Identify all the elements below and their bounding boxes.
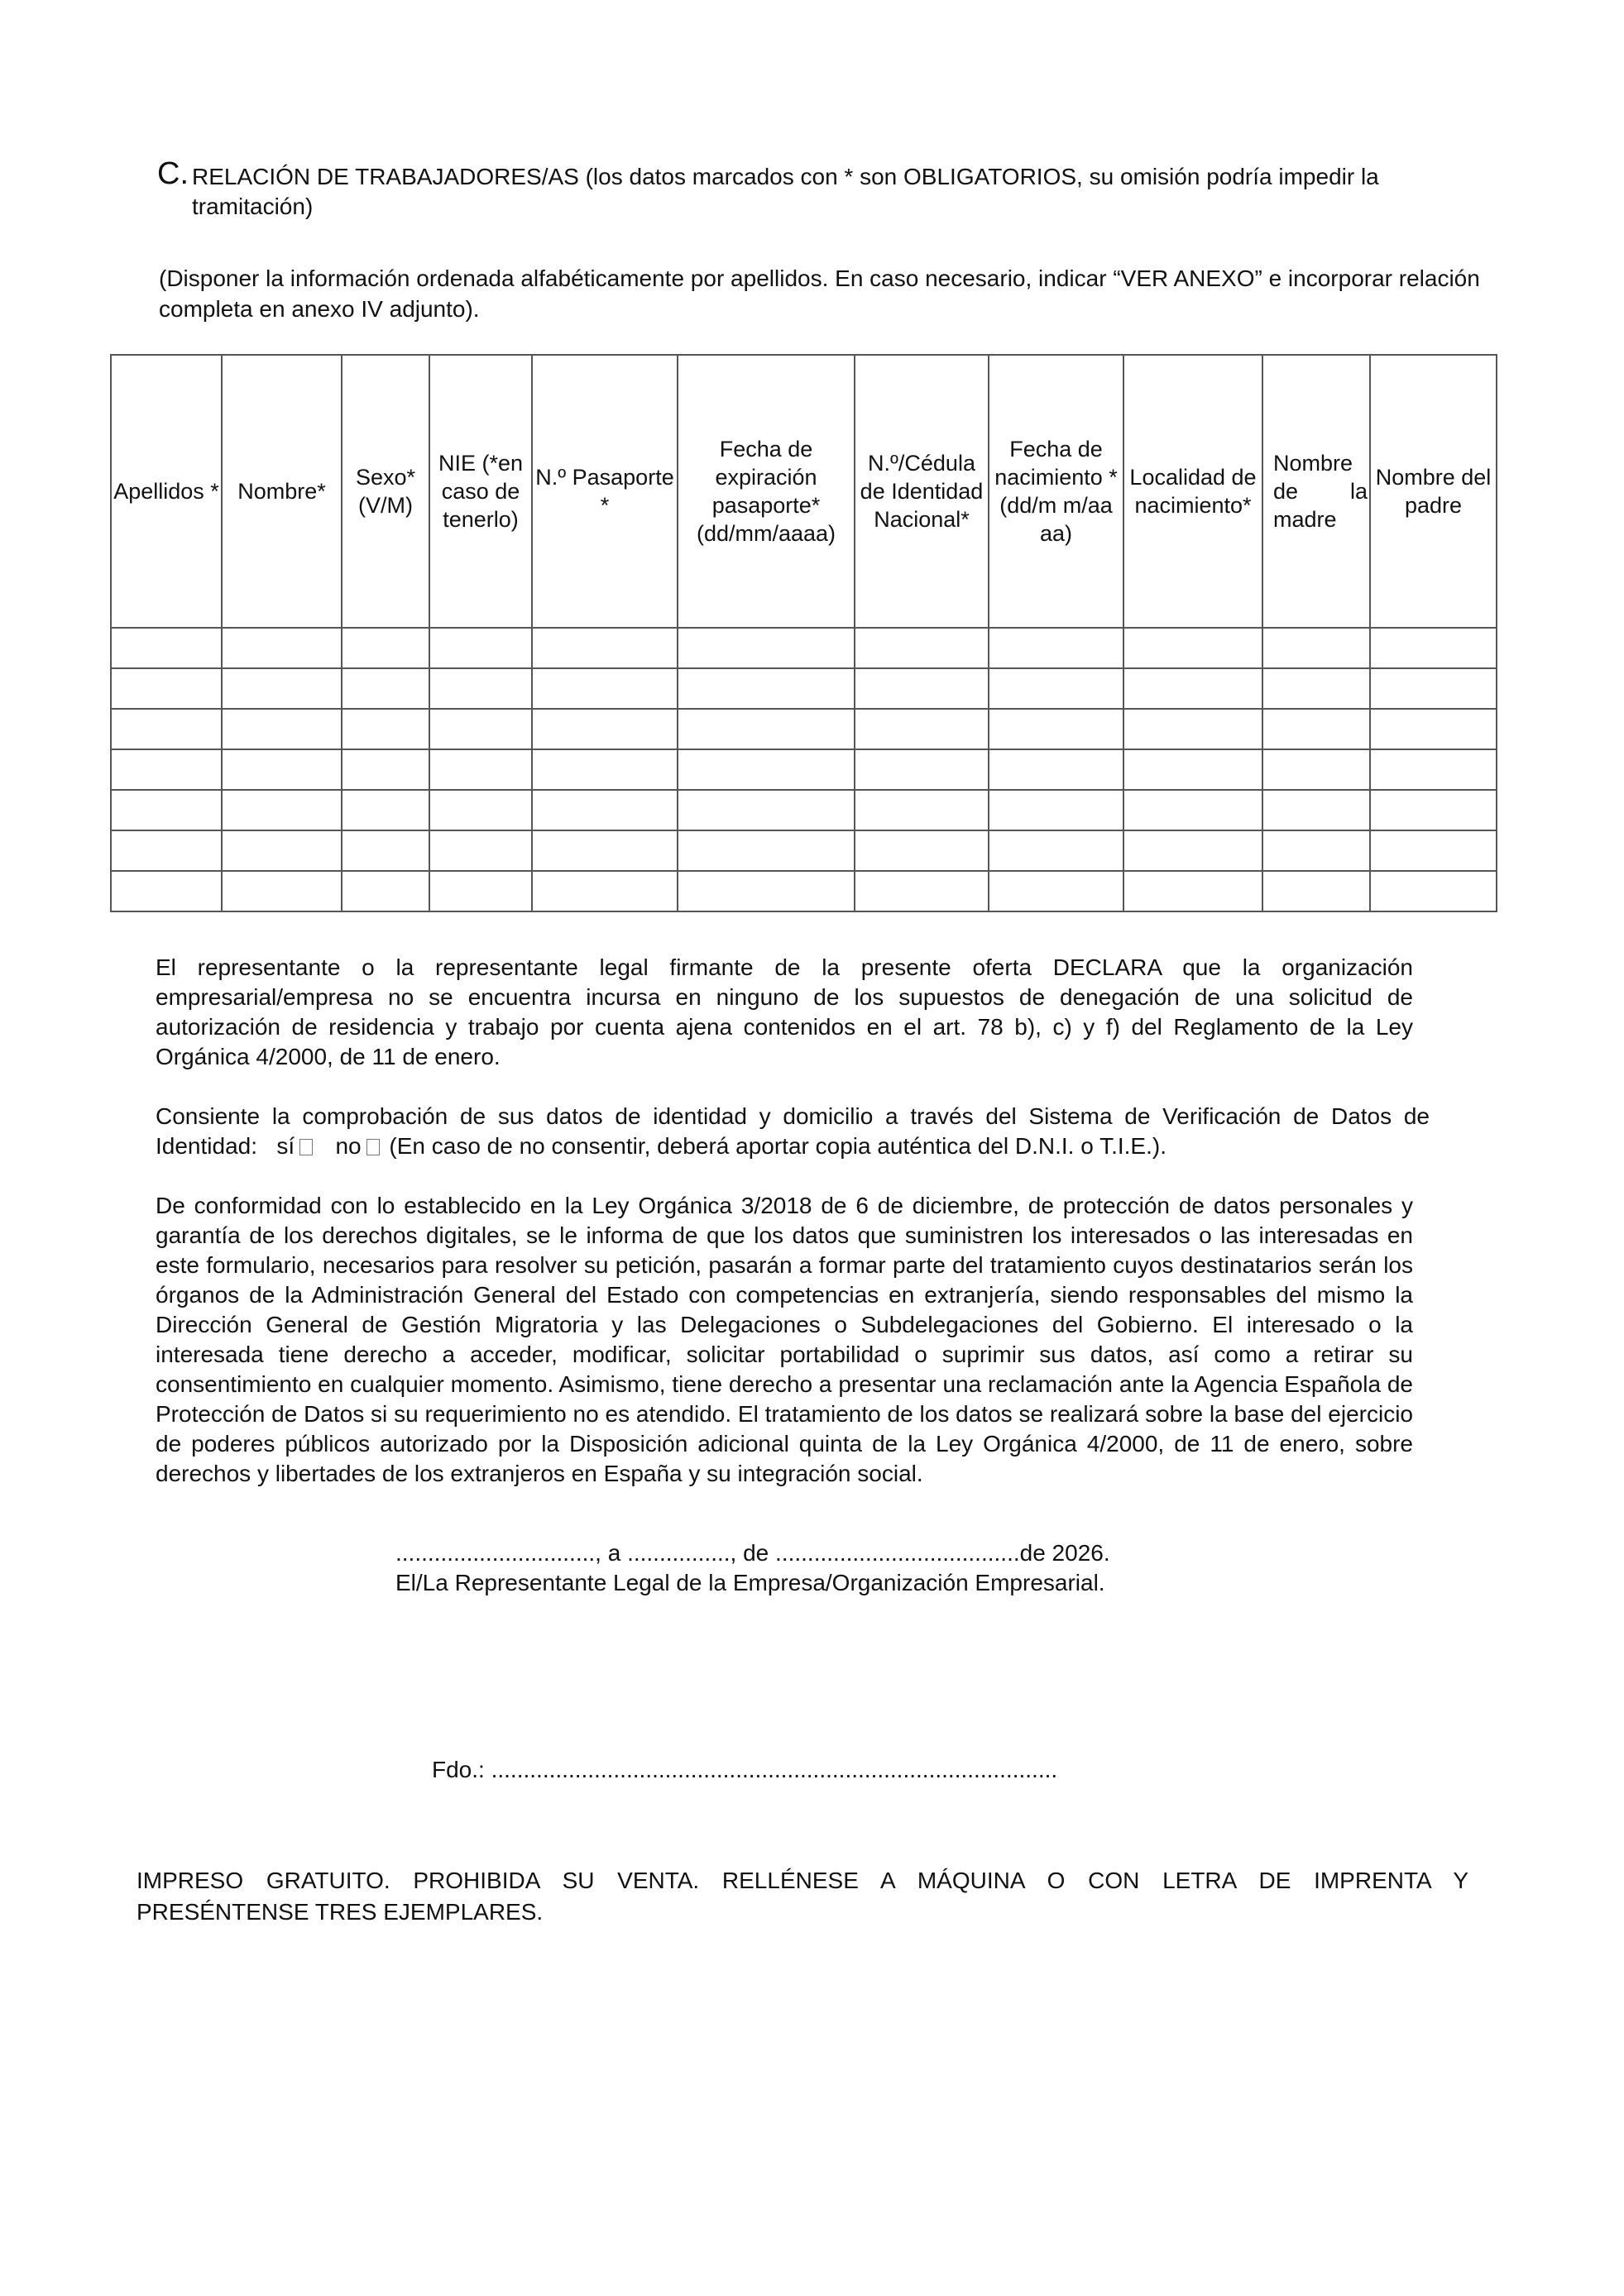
table-cell[interactable] xyxy=(855,668,989,709)
table-cell[interactable] xyxy=(222,668,342,709)
table-cell[interactable] xyxy=(678,668,855,709)
col-header-nie: NIE (*en caso de tenerlo) xyxy=(429,355,532,628)
table-cell[interactable] xyxy=(111,790,222,830)
table-cell[interactable] xyxy=(678,871,855,911)
col-header-apellidos: Apellidos * xyxy=(111,355,222,628)
consent-note: (En caso de no consentir, deberá aportar copia auténtica del D.N.I. o T.I.E.). xyxy=(389,1133,1167,1159)
table-cell[interactable] xyxy=(342,871,429,911)
data-protection-paragraph: De conformidad con lo establecido en la Ley Orgánica 3/2018 de 6 de diciembre, de protección de datos personales y garantía de los derechos digitales, se le informa de que los datos que suministren los interesados o las interesadas en este formulario, necesarios para resolver su petición, pasarán a formar parte del tratamiento cuyos destinatarios serán los órganos de la Administración General del Estado con competencias en extranjería, siendo responsables del mismo la Dirección General de Gestión Migratoria y las Delegaciones o Subdelegaciones del Gobierno. El interesado o la interesada tiene derecho a acceder, modificar, solicitar portabilidad o suprimir sus datos, así como a retirar su consentimiento en cualquier momento. Asimismo, tiene derecho a presentar una reclamación ante la Agencia Española de Protección de Datos si su requerimiento no es atendido. El tratamiento de los datos se realizará sobre la base del ejercicio de poderes públicos autorizado por la Disposición adicional quinta de la Ley Orgánica 4/2000, de 11 de enero, sobre derechos y libertades de los extranjeros en España y su integración social. xyxy=(156,1193,1413,1486)
signature-line: Fdo.: ........................................................................................ xyxy=(432,1757,1058,1782)
table-cell[interactable] xyxy=(532,790,678,830)
table-cell[interactable] xyxy=(222,709,342,749)
table-cell[interactable] xyxy=(222,749,342,790)
table-cell[interactable] xyxy=(111,709,222,749)
table-cell[interactable] xyxy=(855,790,989,830)
table-cell[interactable] xyxy=(111,749,222,790)
table-cell[interactable] xyxy=(342,830,429,871)
table-cell[interactable] xyxy=(678,749,855,790)
footer-note xyxy=(137,1865,1468,1928)
table-cell[interactable] xyxy=(855,749,989,790)
place-date-line: ..............................., a ................, de ......................................de 2026. xyxy=(395,1540,1110,1566)
table-cell[interactable] xyxy=(989,628,1123,668)
table-cell[interactable] xyxy=(429,628,532,668)
table-header-row xyxy=(111,355,1497,628)
table-cell[interactable] xyxy=(1262,668,1370,709)
table-cell[interactable] xyxy=(1123,668,1262,709)
consent-yes-label: sí xyxy=(276,1133,295,1159)
col-header-nombre-padre: Nombre del padre xyxy=(1370,355,1497,628)
table-cell[interactable] xyxy=(1370,871,1497,911)
signer-role: El/La Representante Legal de la Empresa/Organización Empresarial. xyxy=(395,1570,1105,1595)
table-cell[interactable] xyxy=(1123,709,1262,749)
table-cell[interactable] xyxy=(532,628,678,668)
table-row xyxy=(111,871,1497,911)
table-cell[interactable] xyxy=(532,830,678,871)
table-cell[interactable] xyxy=(1370,668,1497,709)
table-cell[interactable] xyxy=(1262,871,1370,911)
table-cell[interactable] xyxy=(989,749,1123,790)
table-cell[interactable] xyxy=(429,790,532,830)
table-cell[interactable] xyxy=(222,871,342,911)
table-cell[interactable] xyxy=(989,871,1123,911)
col-header-cedula-identidad: N.º/Cédula de Identidad Nacional* xyxy=(855,355,989,628)
consent-paragraph xyxy=(156,1102,1430,1161)
table-cell[interactable] xyxy=(111,830,222,871)
table-cell[interactable] xyxy=(532,709,678,749)
table-cell[interactable] xyxy=(855,628,989,668)
table-cell[interactable] xyxy=(1123,628,1262,668)
table-cell[interactable] xyxy=(429,830,532,871)
table-cell[interactable] xyxy=(1262,709,1370,749)
section-title: RELACIÓN DE TRABAJADORES/AS (los datos marcados con * son OBLIGATORIOS, su omisión podría impedir la tramitación) xyxy=(192,164,1379,219)
table-cell[interactable] xyxy=(111,871,222,911)
table-cell[interactable] xyxy=(1370,628,1497,668)
table-cell[interactable] xyxy=(1370,790,1497,830)
table-row xyxy=(111,749,1497,790)
table-row xyxy=(111,790,1497,830)
consent-text: Consiente la comprobación de sus datos de identidad y domicilio a través del Sistema de Verificación de Datos de Identidad: xyxy=(156,1103,1430,1159)
table-cell[interactable] xyxy=(989,668,1123,709)
table-cell[interactable] xyxy=(678,830,855,871)
table-cell[interactable] xyxy=(342,668,429,709)
table-cell[interactable] xyxy=(342,709,429,749)
col-header-nombre: Nombre* xyxy=(222,355,342,628)
table-cell[interactable] xyxy=(1370,749,1497,790)
footer-line-1: IMPRESO GRATUITO. PROHIBIDA SU VENTA. RELLÉNESE A MÁQUINA O CON LETRA DE IMPRENTA Y xyxy=(137,1868,1468,1893)
table-cell[interactable] xyxy=(1262,749,1370,790)
table-cell[interactable] xyxy=(855,830,989,871)
table-cell[interactable] xyxy=(342,790,429,830)
table-cell[interactable] xyxy=(429,871,532,911)
table-cell[interactable] xyxy=(989,709,1123,749)
table-cell[interactable] xyxy=(342,628,429,668)
table-cell[interactable] xyxy=(1262,790,1370,830)
table-cell[interactable] xyxy=(1370,830,1497,871)
footer-line-2: PRESÉNTENSE TRES EJEMPLARES. xyxy=(137,1899,544,1925)
table-cell[interactable] xyxy=(342,749,429,790)
table-cell[interactable] xyxy=(429,749,532,790)
table-cell[interactable] xyxy=(855,871,989,911)
col-header-fecha-nacimiento: Fecha de nacimiento * (dd/m m/aa aa) xyxy=(989,355,1123,628)
table-cell[interactable] xyxy=(1123,790,1262,830)
table-cell[interactable] xyxy=(678,790,855,830)
col-header-pasaporte: N.º Pasaporte * xyxy=(532,355,678,628)
table-row xyxy=(111,709,1497,749)
table-cell[interactable] xyxy=(532,668,678,709)
table-cell[interactable] xyxy=(1262,830,1370,871)
table-cell[interactable] xyxy=(1123,749,1262,790)
col-header-nombre-madre: Nombre de la madre xyxy=(1262,355,1370,628)
table-cell[interactable] xyxy=(222,830,342,871)
declaration-paragraph: El representante o la representante legal firmante de la presente oferta DECLARA que la organización empresarial/empresa no se encuentra incursa en ninguno de los supuestos de denegación de una solicitud de autorización de residencia y trabajo por cuenta ajena contenidos en el art. 78 b), c) y f) del Reglamento de la Ley Orgánica 4/2000, de 11 de enero. xyxy=(156,954,1413,1069)
table-cell[interactable] xyxy=(532,749,678,790)
col-header-expiracion-pasaporte: Fecha de expiración pasaporte* (dd/mm/aaaa) xyxy=(678,355,855,628)
workers-table xyxy=(110,354,1497,912)
table-cell[interactable] xyxy=(1262,628,1370,668)
table-cell[interactable] xyxy=(1123,871,1262,911)
table-cell[interactable] xyxy=(111,668,222,709)
table-row xyxy=(111,668,1497,709)
table-cell[interactable] xyxy=(222,628,342,668)
table-cell[interactable] xyxy=(855,709,989,749)
table-cell[interactable] xyxy=(222,790,342,830)
table-cell[interactable] xyxy=(532,871,678,911)
table-row xyxy=(111,830,1497,871)
col-header-localidad-nacimiento: Localidad de nacimiento* xyxy=(1123,355,1262,628)
consent-no-checkbox[interactable] xyxy=(366,1139,380,1155)
consent-yes-checkbox[interactable] xyxy=(299,1139,313,1155)
table-cell[interactable] xyxy=(1370,709,1497,749)
table-cell[interactable] xyxy=(989,790,1123,830)
table-cell[interactable] xyxy=(429,709,532,749)
table-cell[interactable] xyxy=(429,668,532,709)
table-cell[interactable] xyxy=(1123,830,1262,871)
table-cell[interactable] xyxy=(111,628,222,668)
section-instructions: (Disponer la información ordenada alfabéticamente por apellidos. En caso necesario, indicar “VER ANEXO” e incorporar relación completa en anexo IV adjunto). xyxy=(159,265,1480,322)
table-cell[interactable] xyxy=(678,628,855,668)
section-letter: C. xyxy=(157,156,189,191)
table-body xyxy=(111,628,1497,911)
col-header-sexo: Sexo* (V/M) xyxy=(342,355,429,628)
table-cell[interactable] xyxy=(989,830,1123,871)
table-cell[interactable] xyxy=(678,709,855,749)
consent-no-label: no xyxy=(335,1133,362,1159)
table-row xyxy=(111,628,1497,668)
